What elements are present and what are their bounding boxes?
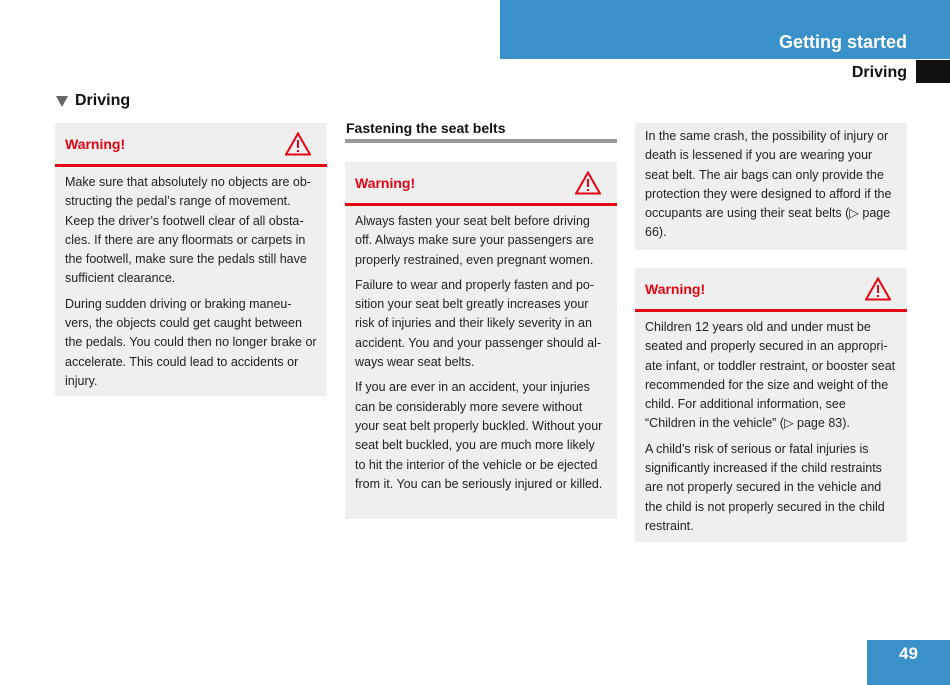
warning-body [345,206,617,508]
info-body [635,123,907,257]
warning-box-seat-belts [345,162,617,519]
info-box-crash [635,123,907,250]
breadcrumb [56,92,130,110]
warning-title: Warning! [65,135,126,152]
paragraph: If you are ever in an accident, your injuries can be considerably more severe without your seat belt properly buckled. Without your seat belt buckled, you are much more likely to hit the interior of the vehicle or be ejected from it. You can be seriously injured or killed. [355,380,603,491]
warning-triangle-icon [865,277,891,301]
chapter-title: Getting started [778,32,907,52]
paragraph: During sudden driving or braking maneu- vers, the objects could get caught between the pedals. You could then no longer brake or accelerate. This could lead to accidents or injury. [65,296,317,388]
page-number: 49 [867,640,950,685]
warning-header [635,268,907,312]
paragraph: Failure to wear and properly fasten and po- sition your seat belt greatly increases your risk of injuries and their likely severity in an accident. You and your passenger should al- ways wear seat belts. [355,277,602,370]
heading-rule [345,139,617,143]
warning-triangle-icon [285,132,311,156]
section-heading: Fastening the seat belts [346,120,506,136]
warning-title: Warning! [355,174,416,191]
warning-triangle-icon [575,171,601,195]
section-label: Driving [851,64,907,81]
warning-box-pedals [55,123,327,396]
paragraph: A child’s risk of serious or fatal injuries is significantly increased if the child restraints are not properly secured in the vehicle and the child is not properly secured in the child restraint. [645,441,885,533]
paragraph: Make sure that absolutely no objects are ob- structing the pedal’s range of movement. Keep the driver’s footwell clear of all obsta- cles. If there are any floormats or carpets in the footwell, make sure the pedals still have sufficient clearance. [65,175,311,286]
warning-body [55,167,327,405]
triangle-down-icon [56,96,68,107]
warning-header [345,162,617,206]
paragraph: Always fasten your seat belt before driving off. Always make sure your passengers are properly restrained, even pregnant women. [355,214,594,267]
warning-body [635,312,907,550]
warning-box-children [635,268,907,542]
breadcrumb-label: Driving [75,92,131,109]
warning-header [55,123,327,167]
paragraph: In the same crash, the possibility of injury or death is lessened if you are wearing your seat belt. The air bags can only provide the protection they were designed to afford if the occupants are using their seat belts (▷ page 66). [645,129,892,240]
paragraph: Children 12 years old and under must be seated and properly secured in an appropri- ate infant, or toddler restraint, or booster seat recommended for the size and weight of the child. For additional information, see “Children in the vehicle” (▷ page 83). [645,320,896,431]
section-tab-marker [916,60,950,83]
warning-title: Warning! [645,280,706,297]
